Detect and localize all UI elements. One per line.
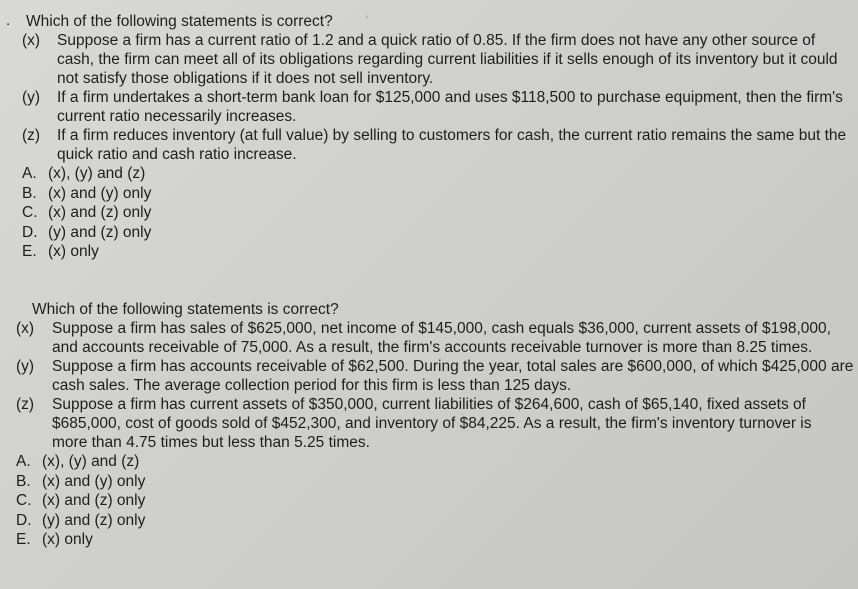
statement-text: Suppose a firm has accounts receivable of $62,500. During the year, total sales are $600,000, of which $425,000 are cash sales. The average collection period for this firm is less than 125 days. [52, 358, 854, 394]
question-2 [0, 300, 858, 550]
statement-tag: (x) [22, 32, 41, 49]
statement-tag: (y) [22, 89, 41, 106]
option-e[interactable] [16, 530, 858, 550]
option-text: (x) only [42, 531, 93, 548]
statement-x [16, 319, 858, 357]
option-c[interactable] [16, 491, 858, 511]
option-b[interactable] [22, 184, 858, 204]
option-text: (x), (y) and (z) [48, 165, 146, 182]
statement-text: If a firm undertakes a short-term bank loan for $125,000 and uses $118,500 to purchase equipment, then the firm's current ratio necessarily increases. [57, 89, 843, 125]
statement-tag: (z) [22, 127, 41, 144]
option-a[interactable] [16, 452, 858, 472]
statement-text: Suppose a firm has current assets of $350,000, current liabilities of $264,600, cash of $65,140, fixed assets of $685,000, cost of goods sold of $452,300, and inventory of $84,225. As a result, the firm's inventory turnover is more than 4.75 times but less than 5.25 times. [52, 396, 812, 451]
option-letter: B. [22, 184, 37, 202]
option-d[interactable] [22, 223, 858, 243]
option-letter: D. [22, 223, 38, 241]
statement-text: If a firm reduces inventory (at full value) by selling to customers for cash, the current ratio remains the same but the quick ratio and cash ratio increase. [57, 127, 847, 163]
statement-text: Suppose a firm has a current ratio of 1.2 and a quick ratio of 0.85. If the firm does not have any other source of cash, the firm can meet all of its obligations regarding current liabilities if it sells enough of its inventory but it could not satisfy those obligations if it does not sell inventory. [57, 32, 838, 87]
question-1 [0, 12, 858, 262]
statement-tag: (y) [16, 358, 35, 375]
statement-tag: (z) [16, 396, 35, 413]
option-d[interactable] [16, 511, 858, 531]
option-text: (x) and (y) only [42, 472, 146, 490]
question-stem: Which of the following statements is correct? [32, 301, 339, 318]
option-c[interactable] [22, 203, 858, 223]
option-letter: E. [16, 531, 31, 548]
option-text: (x), (y) and (z) [42, 453, 140, 470]
question-stem: Which of the following statements is correct? [26, 13, 333, 30]
option-e[interactable] [22, 242, 858, 262]
question-bullet: . [6, 12, 11, 29]
pen-mark-icon: ′ [366, 14, 369, 26]
option-text: (x) and (z) only [42, 492, 146, 509]
option-letter: D. [16, 511, 32, 529]
statement-y [22, 88, 850, 126]
option-b[interactable] [16, 472, 858, 492]
option-letter: C. [22, 204, 38, 221]
statement-tag: (x) [16, 320, 35, 337]
option-text: (x) only [48, 243, 99, 260]
statement-z [22, 126, 850, 164]
option-letter: C. [16, 492, 32, 509]
statement-x [22, 31, 850, 88]
option-text: (y) and (z) only [42, 511, 146, 529]
option-letter: A. [16, 453, 31, 470]
option-letter: B. [16, 472, 31, 490]
statement-z [16, 395, 838, 452]
option-text: (x) and (y) only [48, 184, 152, 202]
statement-text: Suppose a firm has sales of $625,000, net income of $145,000, cash equals $36,000, current assets of $198,000, and accounts receivable of 75,000. As a result, the firm's accounts receivable turnover is more than 8.25 times. [52, 320, 831, 356]
option-a[interactable] [22, 164, 858, 184]
statement-y [16, 357, 858, 395]
option-letter: A. [22, 165, 37, 182]
option-letter: E. [22, 243, 37, 260]
option-text: (y) and (z) only [48, 223, 152, 241]
option-text: (x) and (z) only [48, 204, 152, 221]
